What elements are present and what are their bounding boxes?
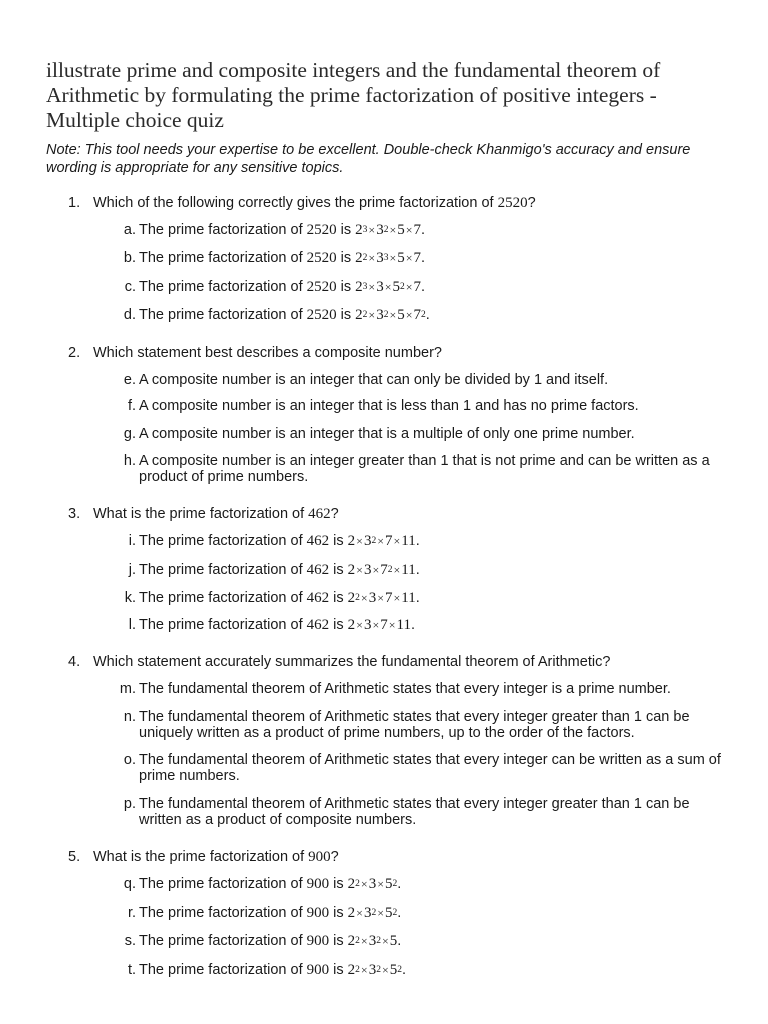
question-stem: Which of the following correctly gives the prime factorization of [93,195,498,211]
math-exponent: 2 [387,565,393,575]
option-prefix: The prime factorization of [139,533,307,549]
option-prefix: The prime factorization of [139,933,307,949]
math-factor: 2 [347,962,356,978]
math-number: 462 [306,533,330,549]
math-factor: 2 [347,562,356,578]
math-times: × [368,223,376,237]
math-exponent: 2 [362,253,368,263]
option-connector: is [329,617,348,633]
math-times: × [372,618,380,632]
option-letter-text: l. [128,617,136,633]
math-number: 2520 [306,279,337,295]
math-factor: 3 [368,933,377,949]
math-factor: 5 [389,962,398,978]
option-end: . [410,617,415,633]
math-factor: 2 [347,933,356,949]
math-exponent: 2 [392,908,398,918]
math-factor: 7 [413,307,422,323]
math-times: × [360,963,368,977]
option-prefix: The prime factorization of [139,307,307,323]
option-text [139,876,729,892]
option-connector: is [329,905,348,921]
math-exponent: 2 [355,965,360,975]
math-factor: 5 [397,307,405,323]
math-factor: 2 [347,590,356,606]
math-times: × [388,618,396,632]
option-text [139,590,729,606]
option-letter [96,796,136,812]
option-end: . [421,279,426,295]
option-letter-text: t. [127,962,136,978]
option-text: The fundamental theorem of Arithmetic states that every integer is a prime number. [139,681,671,697]
option-letter-text: s. [124,933,136,949]
option-text [139,617,729,633]
math-factor: 3 [376,250,384,266]
math-exponent: 2 [376,936,381,946]
option-connector: is [336,222,356,238]
option-connector: is [329,962,348,978]
option-end: . [397,905,402,921]
math-factor: 5 [389,933,398,949]
option-text: The fundamental theorem of Arithmetic states that every integer greater than 1 can be written as a product of composite numbers. [139,796,690,828]
math-factor: 7 [413,222,422,238]
option-end: . [397,876,402,892]
math-factor: 5 [397,222,405,238]
question-text [93,195,733,212]
option-prefix: The prime factorization of [139,562,307,578]
math-factor: 2 [347,617,356,633]
option-prefix: The prime factorization of [139,617,307,633]
option-letter-text: n. [123,709,136,725]
math-times: × [381,963,389,977]
option-letter-text: c. [124,279,136,295]
option-end: . [415,533,420,549]
option-prefix: The prime factorization of [139,876,307,892]
option-text [139,250,729,266]
option-letter-text: k. [124,590,136,606]
math-factor: 2 [347,533,356,549]
math-times: × [356,906,363,920]
math-number: 2520 [306,222,337,238]
option-text [139,279,729,295]
question-number: 2. [68,345,81,361]
option-letter [96,533,136,549]
math-number: 900 [308,849,331,865]
math-number: 462 [306,590,330,606]
option-text [139,562,729,578]
option-connector: is [336,279,356,295]
math-times: × [405,280,413,294]
math-factor: 2 [347,876,356,892]
math-number: 900 [306,933,330,949]
option-letter-text: p. [123,796,136,812]
option-end: . [401,962,407,978]
question-number: 4. [68,654,81,670]
question-number: 1. [68,195,81,211]
math-factor: 7 [384,533,393,549]
math-factor: 11 [396,617,411,633]
math-factor: 7 [413,250,422,266]
math-number: 900 [306,876,330,892]
option-letter [96,681,136,697]
math-times: × [377,534,384,548]
math-times: × [393,534,401,548]
math-times: × [368,251,376,265]
option-end: . [421,250,426,266]
option-letter-text: e. [123,372,136,388]
math-exponent: 2 [392,879,398,889]
math-times: × [389,308,397,322]
math-factor: 7 [380,562,388,578]
math-times: × [384,280,392,294]
math-exponent: 2 [399,282,405,292]
option-text [139,533,729,549]
option-prefix: The prime factorization of [139,222,307,238]
question-stem: Which statement accurately summarizes the fundamental theorem of Arithmetic? [93,654,611,670]
question-end: ? [527,195,536,211]
option-letter-text: d. [123,307,136,323]
option-connector: is [336,307,356,323]
math-factor: 5 [392,279,400,295]
question-number: 3. [68,506,81,522]
option-letter [96,962,136,978]
math-factor: 3 [376,307,384,323]
option-text: A composite number is an integer that can only be divided by 1 and itself. [139,372,609,388]
option-text [139,933,729,949]
question-stem: What is the prime factorization of [93,849,309,865]
math-factor: 2 [347,905,356,921]
option-connector: is [329,933,348,949]
math-times: × [372,563,380,577]
option-letter [96,453,136,469]
option-connector: is [329,562,348,578]
option-letter-text: g. [123,426,136,442]
math-factor: 3 [376,222,384,238]
math-factor: 3 [376,279,384,295]
option-letter [96,279,136,295]
option-letter-text: a. [123,222,136,238]
option-connector: is [329,590,348,606]
math-number: 900 [306,905,330,921]
option-text: A composite number is an integer greater than 1 that is not prime and can be written as a product of prime numbers. [139,453,710,485]
option-prefix: The prime factorization of [139,590,307,606]
math-times: × [356,534,363,548]
option-letter [96,426,136,442]
math-factor: 5 [384,876,393,892]
option-text [139,905,729,921]
question-end: ? [330,849,339,865]
math-number: 462 [308,506,331,522]
option-text: A composite number is an integer that is less than 1 and has no prime factors. [139,398,639,414]
math-times: × [405,251,413,265]
option-letter-text: i. [128,533,136,549]
option-end: . [421,222,426,238]
math-factor: 5 [397,250,405,266]
option-text: The fundamental theorem of Arithmetic states that every integer greater than 1 can be uniquely written as a product of prime numbers, up to the order of the factors. [139,709,690,741]
math-exponent: 2 [371,536,377,546]
math-times: × [377,906,384,920]
math-times: × [389,223,397,237]
math-exponent: 2 [383,310,389,320]
math-factor: 3 [363,533,372,549]
math-exponent: 2 [355,936,360,946]
math-factor: 2 [355,279,363,295]
option-connector: is [329,876,348,892]
option-connector: is [336,250,356,266]
math-exponent: 3 [362,225,368,235]
math-factor: 11 [401,533,416,549]
math-exponent: 2 [355,593,360,603]
option-prefix: The prime factorization of [139,905,307,921]
math-number: 2520 [497,195,528,211]
option-letter-text: f. [127,398,136,414]
option-letter [96,250,136,266]
math-number: 2520 [306,250,337,266]
math-factor: 7 [413,279,422,295]
math-factor: 11 [401,562,416,578]
option-text [139,962,729,978]
option-prefix: The prime factorization of [139,279,307,295]
option-text [139,222,729,238]
option-end: . [415,590,420,606]
option-letter [96,562,136,578]
option-letter [96,222,136,238]
khanmigo-note: Note: This tool needs your expertise to be excellent. Double-check Khanmigo's accuracy and ensure wording is appropriate for any sensitive topics. [46,142,691,176]
math-times: × [356,563,363,577]
math-times: × [381,934,389,948]
math-times: × [377,877,384,891]
option-letter-text: b. [123,250,136,266]
math-factor: 3 [363,617,372,633]
math-exponent: 2 [355,879,360,889]
math-times: × [356,618,363,632]
option-connector: is [329,533,348,549]
math-times: × [360,877,368,891]
option-letter [96,398,136,414]
option-letter-text: m. [119,681,136,697]
math-factor: 3 [368,876,377,892]
question-number: 5. [68,849,81,865]
math-number: 462 [306,562,330,578]
math-factor: 11 [401,590,416,606]
question-text [93,506,733,523]
option-letter-text: h. [123,453,136,469]
math-exponent: 2 [421,310,426,320]
math-times: × [360,934,368,948]
question-stem: Which statement best describes a composite number? [93,345,442,361]
math-factor: 7 [380,617,388,633]
option-letter-text: q. [123,876,136,892]
option-letter [96,933,136,949]
option-text: The fundamental theorem of Arithmetic states that every integer can be written as a sum of prime numbers. [139,752,721,784]
option-end: . [415,562,420,578]
option-letter [96,752,136,768]
page-title: illustrate prime and composite integers and the fundamental theorem of Arithmetic by formulating the prime factorization of positive integers - Multiple choice quiz [46,58,661,132]
option-letter [96,590,136,606]
math-number: 462 [306,617,330,633]
question-stem: What is the prime factorization of [93,506,309,522]
math-factor: 3 [368,590,377,606]
math-factor: 3 [368,962,377,978]
math-exponent: 2 [371,908,377,918]
math-factor: 5 [384,905,393,921]
option-letter [96,617,136,633]
option-end: . [397,933,402,949]
option-letter-text: r. [127,905,136,921]
option-letter [96,372,136,388]
math-times: × [405,308,413,322]
option-end: . [425,307,430,323]
math-number: 2520 [306,307,337,323]
option-prefix: The prime factorization of [139,250,307,266]
math-factor: 2 [355,250,363,266]
math-times: × [377,591,384,605]
question-text [93,345,733,362]
option-letter-text: o. [123,752,136,768]
math-exponent: 3 [383,253,389,263]
math-exponent: 2 [376,965,381,975]
option-letter [96,905,136,921]
math-exponent: 2 [362,310,368,320]
option-letter-text: j. [128,562,136,578]
option-text: A composite number is an integer that is a multiple of only one prime number. [139,426,635,442]
math-exponent: 2 [383,225,389,235]
math-times: × [368,280,376,294]
math-factor: 7 [384,590,393,606]
math-times: × [405,223,413,237]
question-text [93,654,733,671]
math-exponent: 3 [362,282,368,292]
math-factor: 3 [363,905,372,921]
math-times: × [389,251,397,265]
question-text [93,849,733,866]
math-exponent: 2 [397,965,402,975]
math-number: 900 [306,962,330,978]
question-end: ? [330,506,339,522]
option-text [139,307,729,323]
math-factor: 3 [363,562,372,578]
math-times: × [360,591,368,605]
option-letter [96,876,136,892]
option-letter [96,709,136,725]
math-times: × [368,308,376,322]
option-prefix: The prime factorization of [139,962,307,978]
option-letter [96,307,136,323]
math-factor: 2 [355,222,363,238]
math-times: × [393,591,401,605]
math-times: × [393,563,401,577]
math-factor: 2 [355,307,363,323]
